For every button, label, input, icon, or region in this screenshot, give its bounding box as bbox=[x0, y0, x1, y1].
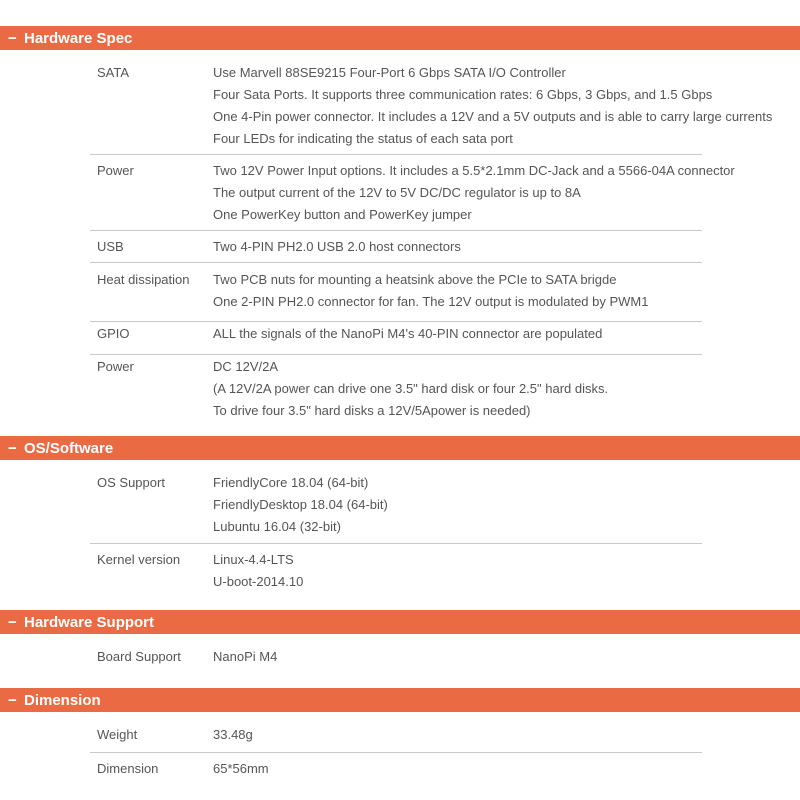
spec-label: Board Support bbox=[97, 649, 181, 664]
section-header-hardware-support[interactable] bbox=[0, 610, 800, 634]
spec-row-sata bbox=[90, 62, 773, 155]
spec-line: Lubuntu 16.04 (32-bit) bbox=[213, 519, 341, 534]
spec-label: OS Support bbox=[97, 475, 165, 490]
spec-line: FriendlyCore 18.04 (64-bit) bbox=[213, 475, 369, 490]
section-header-hardware-spec[interactable] bbox=[0, 26, 800, 50]
minus-icon: − bbox=[8, 613, 17, 631]
spec-values bbox=[213, 323, 713, 345]
spec-line: ALL the signals of the NanoPi M4's 40-PIN connector are populated bbox=[213, 326, 603, 341]
spec-values bbox=[213, 724, 713, 746]
spec-values bbox=[213, 160, 735, 226]
spec-line: One 2-PIN PH2.0 connector for fan. The 12V output is modulated by PWM1 bbox=[213, 294, 649, 309]
spec-label: Weight bbox=[97, 727, 138, 742]
spec-line: Four Sata Ports. It supports three communication rates: 6 Gbps, 3 Gbps, and 1.5 Gbps bbox=[213, 87, 713, 102]
spec-values bbox=[213, 236, 713, 258]
spec-line: Four LEDs for indicating the status of each sata port bbox=[213, 131, 513, 146]
section-title: Dimension bbox=[24, 691, 101, 709]
spec-line: Linux-4.4-LTS bbox=[213, 552, 294, 567]
minus-icon: − bbox=[8, 29, 17, 47]
spec-label: Dimension bbox=[97, 761, 159, 776]
section-title: Hardware Spec bbox=[24, 29, 133, 47]
spec-line: U-boot-2014.10 bbox=[213, 574, 304, 589]
section-title: OS/Software bbox=[24, 439, 114, 457]
spec-values bbox=[213, 269, 713, 313]
spec-row-dimension bbox=[90, 758, 702, 786]
spec-label: GPIO bbox=[97, 326, 130, 341]
spec-values bbox=[213, 549, 713, 593]
spec-row-os-support bbox=[90, 472, 702, 544]
spec-values bbox=[213, 646, 713, 668]
section-header-dimension[interactable] bbox=[0, 688, 800, 712]
spec-label: SATA bbox=[97, 65, 130, 80]
spec-line: DC 12V/2A bbox=[213, 359, 279, 374]
section-header-os-software[interactable] bbox=[0, 436, 800, 460]
spec-values bbox=[213, 758, 713, 780]
spec-row-heat-dissipation bbox=[90, 269, 702, 322]
spec-line: Two PCB nuts for mounting a heatsink above the PCIe to SATA brigde bbox=[213, 272, 617, 287]
spec-line: FriendlyDesktop 18.04 (64-bit) bbox=[213, 497, 388, 512]
spec-values bbox=[213, 356, 713, 422]
spec-label: USB bbox=[97, 239, 124, 254]
spec-values bbox=[213, 62, 773, 150]
spec-line: To drive four 3.5" hard disks a 12V/5Apower is needed) bbox=[213, 403, 531, 418]
spec-line: The output current of the 12V to 5V DC/DC regulator is up to 8A bbox=[213, 185, 581, 200]
spec-row-power bbox=[90, 160, 735, 231]
spec-values bbox=[213, 472, 713, 538]
minus-icon: − bbox=[8, 691, 17, 709]
spec-line: One 4-Pin power connector. It includes a 12V and a 5V outputs and is able to carry large currents bbox=[213, 109, 773, 124]
spec-label: Heat dissipation bbox=[97, 272, 190, 287]
spec-line: One PowerKey button and PowerKey jumper bbox=[213, 207, 472, 222]
spec-line: Use Marvell 88SE9215 Four-Port 6 Gbps SATA I/O Controller bbox=[213, 65, 566, 80]
spec-line: Two 12V Power Input options. It includes a 5.5*2.1mm DC-Jack and a 5566-04A connector bbox=[213, 163, 735, 178]
spec-line: 65*56mm bbox=[213, 761, 269, 776]
spec-line: 33.48g bbox=[213, 727, 253, 742]
spec-label: Kernel version bbox=[97, 552, 181, 567]
spec-line: Two 4-PIN PH2.0 USB 2.0 host connectors bbox=[213, 239, 461, 254]
spec-row-board-support bbox=[90, 646, 702, 674]
section-title: Hardware Support bbox=[24, 613, 155, 631]
minus-icon: − bbox=[8, 439, 17, 457]
spec-label: Power bbox=[97, 163, 134, 178]
spec-row-gpio bbox=[90, 323, 702, 355]
spec-label: Power bbox=[97, 359, 134, 374]
spec-row-weight bbox=[90, 724, 702, 753]
spec-line: NanoPi M4 bbox=[213, 649, 278, 664]
spec-row-power-dc bbox=[90, 356, 702, 426]
spec-row-usb bbox=[90, 236, 702, 263]
spec-line: (A 12V/2A power can drive one 3.5" hard disk or four 2.5" hard disks. bbox=[213, 381, 609, 396]
spec-row-kernel-version bbox=[90, 549, 702, 599]
